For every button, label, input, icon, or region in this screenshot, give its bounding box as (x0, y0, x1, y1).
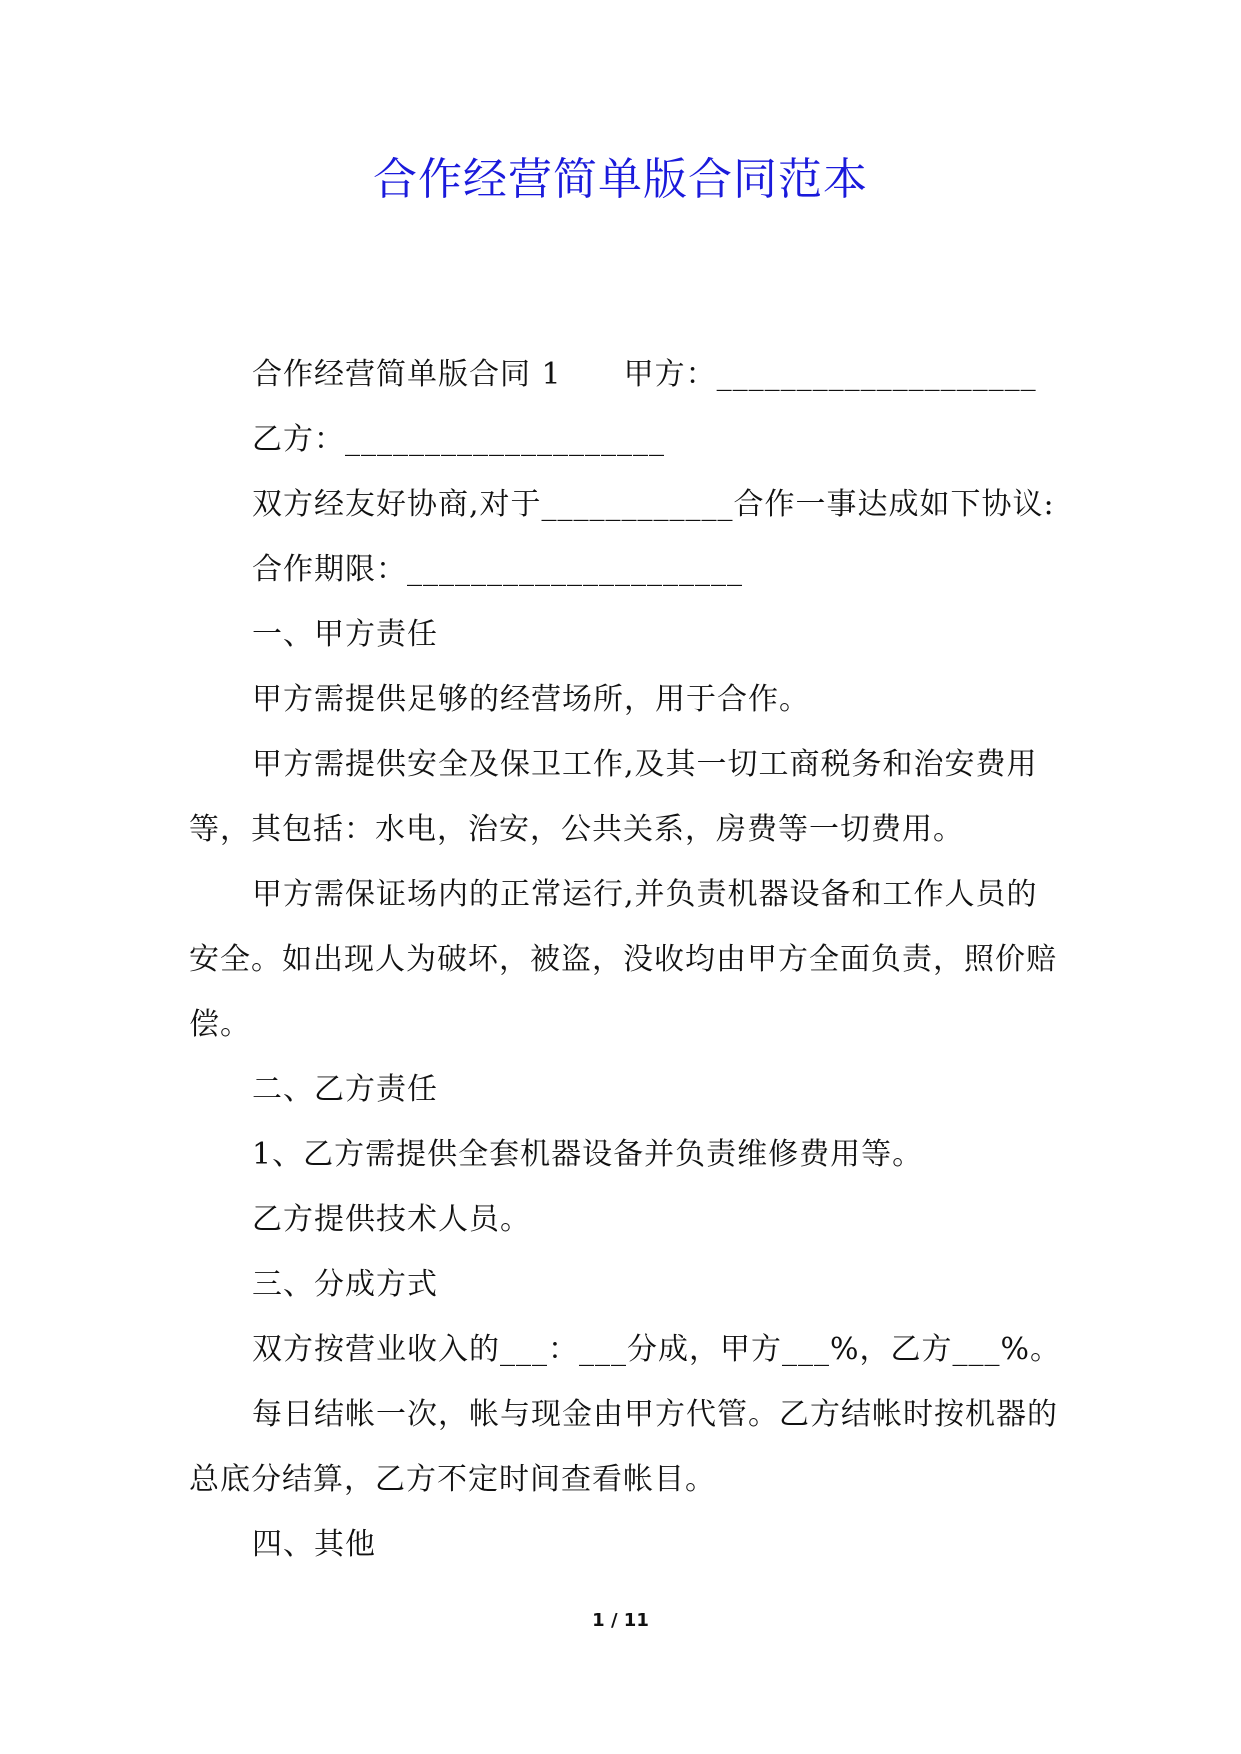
paragraph-line: 双方按营业收入的___：___分成，甲方___%，乙方___%。 (252, 1332, 1062, 1367)
page-number: 1 / 11 (592, 1610, 649, 1631)
paragraph-line: 等，其包括：水电，治安，公共关系，房费等一切费用。 (189, 812, 964, 847)
party-b-line: 乙方：____________________ (252, 422, 665, 457)
paragraph-line: 1、乙方需提供全套机器设备并负责维修费用等。 (252, 1137, 924, 1172)
agreement-intro-line: 双方经友好协商,对于____________合作一事达成如下协议: (252, 487, 1055, 522)
section-heading-3: 三、分成方式 (252, 1267, 438, 1302)
contract-heading-line: 合作经营简单版合同 1 甲方：____________________ (252, 357, 1037, 392)
paragraph-line: 偿。 (189, 1007, 251, 1042)
paragraph-line: 甲方需提供足够的经营场所，用于合作。 (252, 682, 810, 717)
paragraph-line: 甲方需提供安全及保卫工作,及其一切工商税务和治安费用 (252, 747, 1038, 782)
paragraph-line: 安全。如出现人为破坏，被盗，没收均由甲方全面负责，照价赔 (189, 942, 1057, 977)
section-heading-2: 二、乙方责任 (252, 1072, 438, 1107)
paragraph-line: 乙方提供技术人员。 (252, 1202, 531, 1237)
term-line: 合作期限：_____________________ (252, 552, 743, 587)
paragraph-line: 每日结帐一次，帐与现金由甲方代管。乙方结帐时按机器的 (252, 1397, 1058, 1432)
paragraph-line: 总底分结算，乙方不定时间查看帐目。 (189, 1462, 716, 1497)
section-heading-1: 一、甲方责任 (252, 617, 438, 652)
paragraph-line: 甲方需保证场内的正常运行,并负责机器设备和工作人员的 (252, 877, 1038, 912)
section-heading-4: 四、其他 (252, 1527, 376, 1562)
document-title: 合作经营简单版合同范本 (373, 154, 868, 205)
